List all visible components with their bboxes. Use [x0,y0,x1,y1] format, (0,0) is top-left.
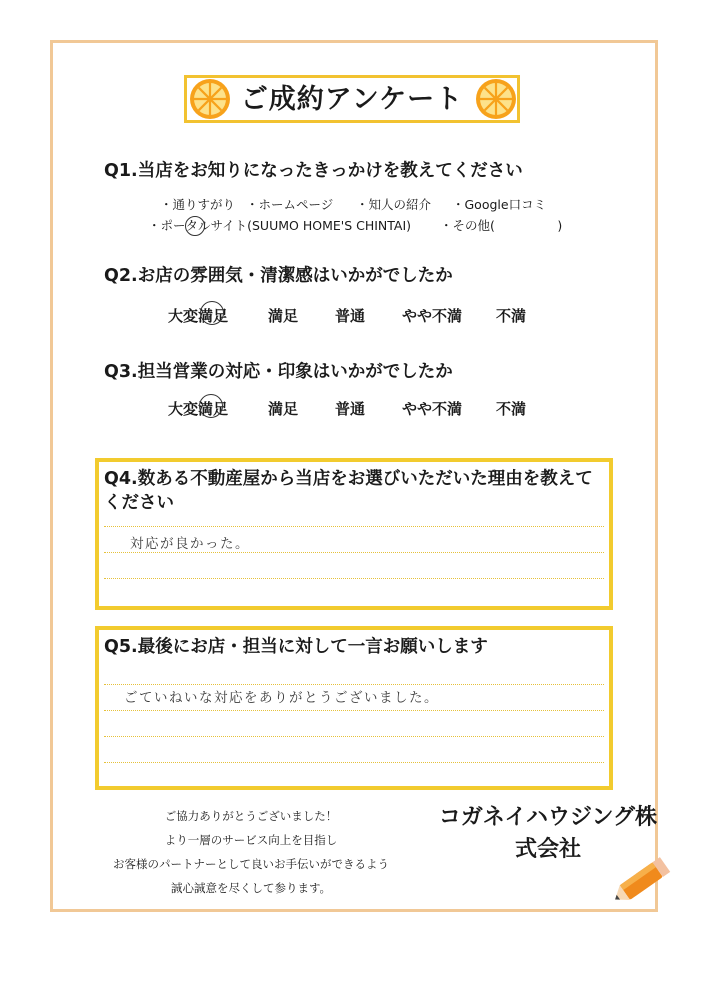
q5-handwritten-answer[interactable]: ごていねいな対応をありがとうございました。 [124,690,439,706]
q2-rating-neutral[interactable]: 普通 [335,307,366,325]
q5-answer-line [104,762,604,763]
orange-slice-icon [188,77,232,121]
q1-selection-circle [185,216,205,236]
q4-question-line1: Q4.数ある不動産屋から当店をお選びいただいた理由を教えて [104,469,593,489]
q3-question: Q3.担当営業の対応・印象はいかがでしたか [104,362,453,382]
pencil-icon [606,840,682,916]
page-title: ご成約アンケート [240,84,464,115]
q2-rating-very-satisfied[interactable]: 大変満足 [168,307,229,325]
q1-option-other[interactable]: ・その他( ) [440,218,563,233]
q5-answer-line [104,684,604,685]
q2-rating-slightly-dissatisfied[interactable]: やや不満 [402,307,463,325]
q4-question-line2: ください [104,493,174,513]
q3-rating-slightly-dissatisfied[interactable]: やや不満 [402,400,463,418]
company-name-line1: コガネイハウジング株 [438,805,658,830]
orange-slice-icon [474,77,518,121]
q1-option-passing-by[interactable]: ・通りすがり [160,197,236,212]
q3-rating-dissatisfied[interactable]: 不満 [496,400,527,418]
company-name-line2: 式会社 [514,837,581,862]
q3-selection-circle [199,394,223,418]
q1-option-portal-site[interactable]: ・ポータルサイト(SUUMO HOME'S CHINTAI) [148,218,412,233]
q5-answer-line [104,710,604,711]
q5-question: Q5.最後にお店・担当に対して一言お願いします [104,637,488,657]
q4-answer-line [104,552,604,553]
q1-option-referral[interactable]: ・知人の紹介 [356,197,432,212]
q2-rating-satisfied[interactable]: 満足 [268,307,299,325]
q3-rating-satisfied[interactable]: 満足 [268,400,299,418]
q4-answer-line [104,578,604,579]
thanks-line-3: お客様のパートナーとして良いお手伝いができるよう [113,857,389,871]
thanks-line-1: ご協力ありがとうございました！ [164,809,338,823]
q2-selection-circle [200,301,224,325]
q1-question: Q1.当店をお知りになったきっかけを教えてください [104,161,523,181]
q3-rating-very-satisfied[interactable]: 大変満足 [168,400,229,418]
thanks-line-4: 誠心誠意を尽くして参ります。 [170,881,332,895]
q2-rating-dissatisfied[interactable]: 不満 [496,307,527,325]
thanks-line-2: より一層のサービス向上を目指し [164,833,338,847]
q5-answer-line [104,736,604,737]
q3-rating-neutral[interactable]: 普通 [335,400,366,418]
q4-answer-line [104,526,604,527]
q4-handwritten-answer[interactable]: 対応が良かった。 [130,536,250,552]
q1-option-homepage[interactable]: ・ホームページ [246,197,334,212]
q2-question: Q2.お店の雰囲気・清潔感はいかがでしたか [104,266,453,286]
q1-option-google-reviews[interactable]: ・Google口コミ [452,197,547,212]
